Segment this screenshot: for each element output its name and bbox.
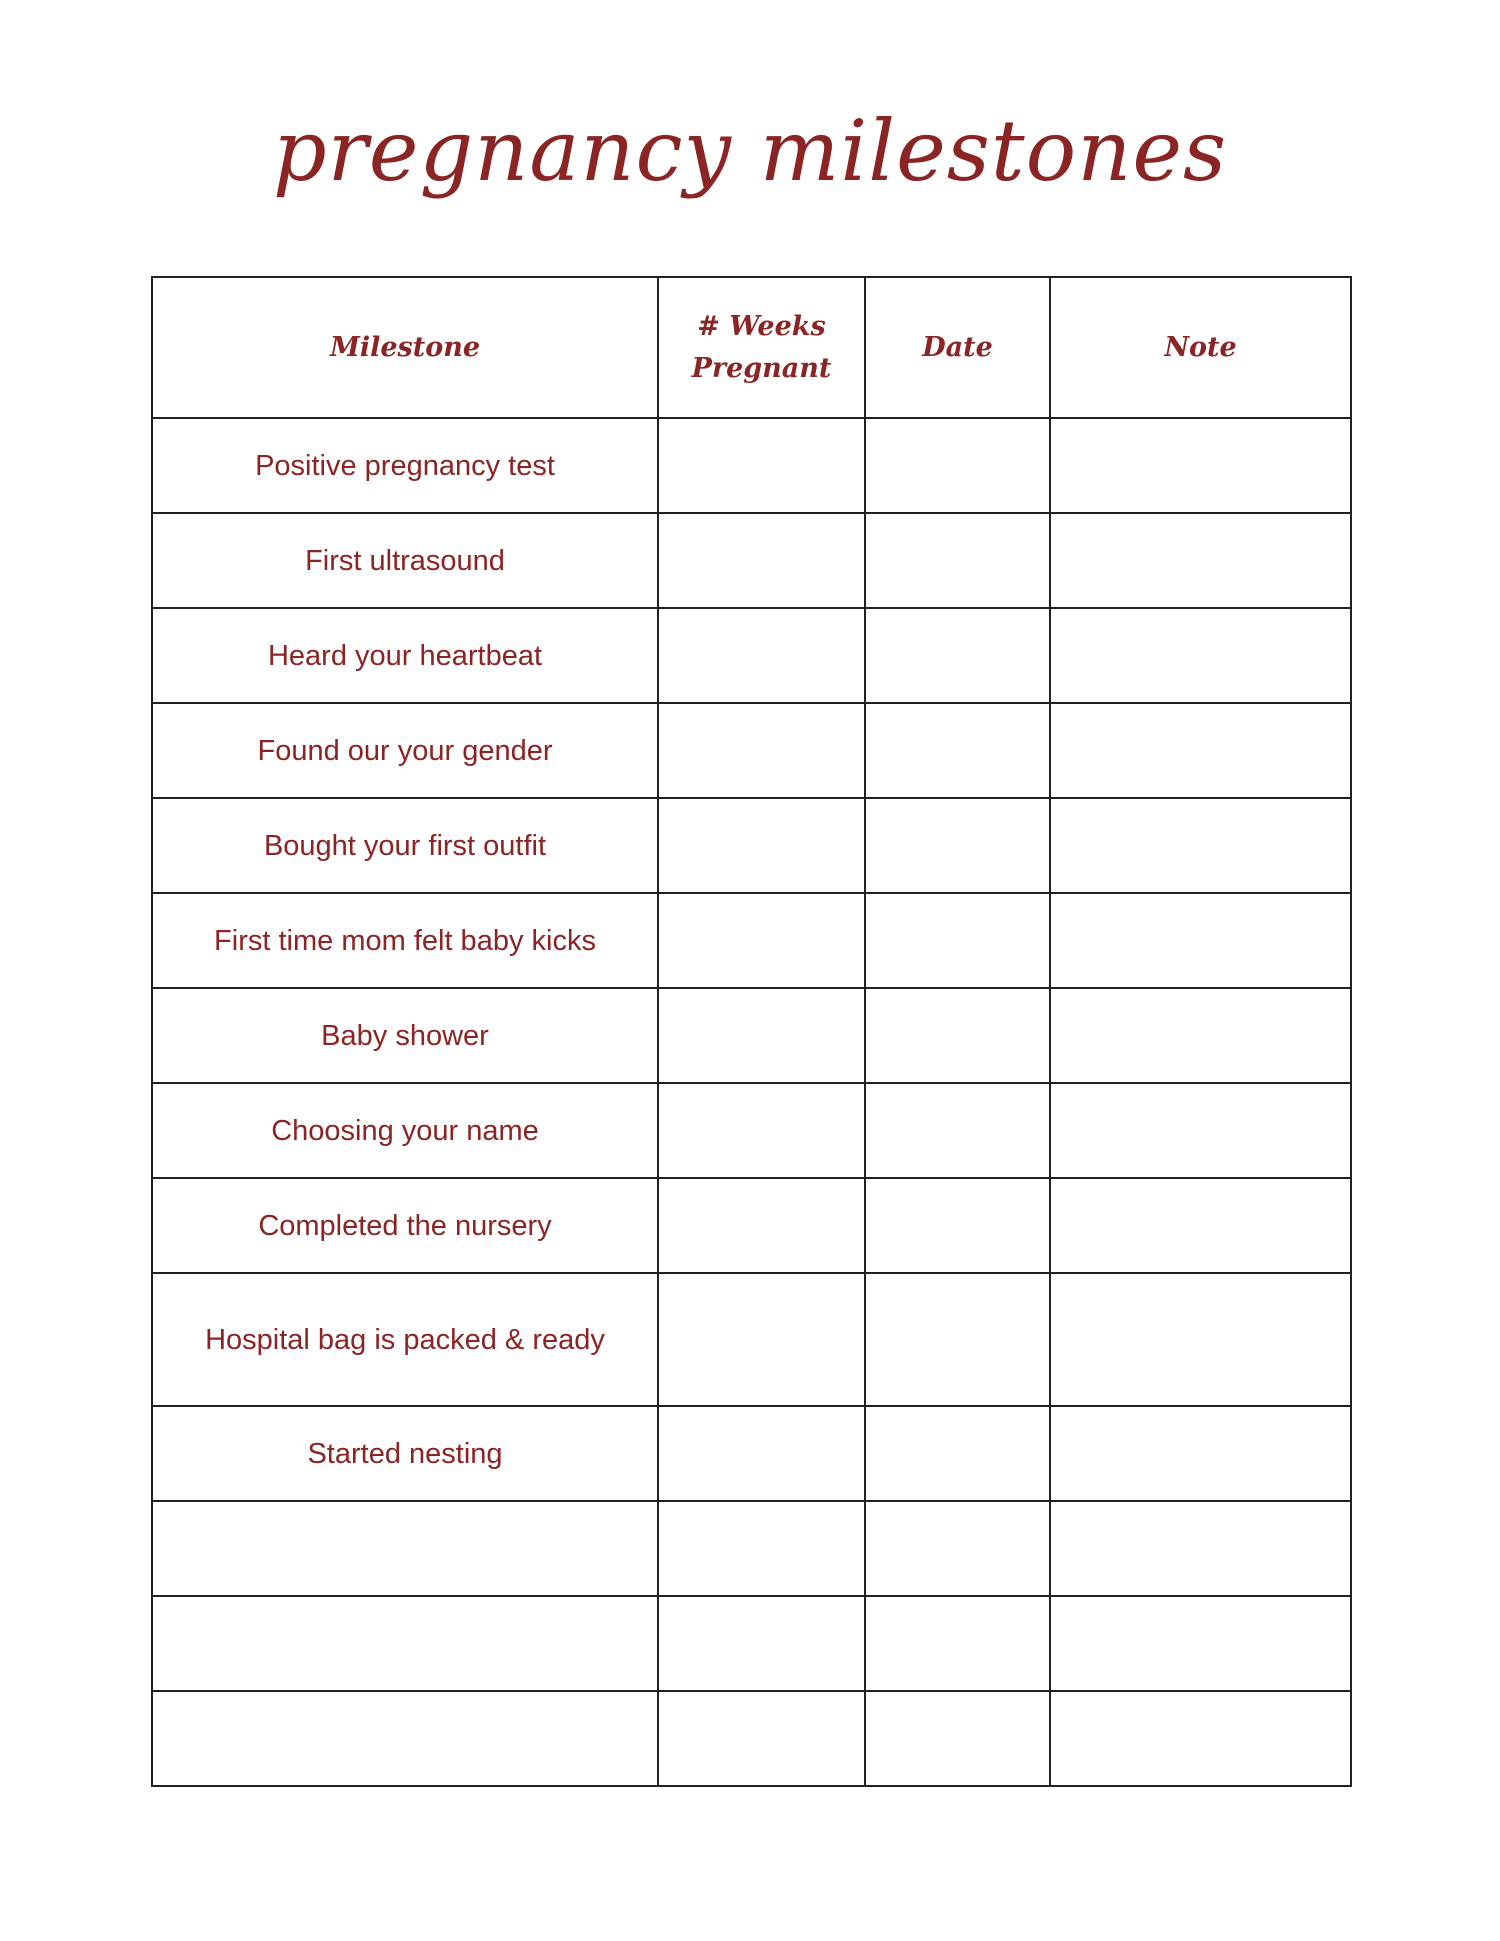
weeks-cell[interactable]: [658, 1083, 865, 1178]
milestone-cell[interactable]: [152, 1691, 658, 1786]
date-cell[interactable]: [865, 1406, 1050, 1501]
table-row: [152, 1596, 1351, 1691]
date-cell[interactable]: [865, 608, 1050, 703]
weeks-cell[interactable]: [658, 893, 865, 988]
table-row: [152, 513, 1351, 608]
milestone-cell: [152, 703, 658, 798]
note-cell[interactable]: [1050, 608, 1351, 703]
table-row: [152, 1083, 1351, 1178]
note-cell[interactable]: [1050, 1501, 1351, 1596]
date-cell[interactable]: [865, 513, 1050, 608]
header-weeks-pregnant: [658, 277, 865, 418]
weeks-cell[interactable]: [658, 1691, 865, 1786]
milestone-text: Positive pregnancy test: [255, 449, 555, 482]
note-cell[interactable]: [1050, 1691, 1351, 1786]
milestone-cell: [152, 608, 658, 703]
table-row: [152, 893, 1351, 988]
milestone-text: Heard your heartbeat: [267, 639, 543, 672]
milestone-table: [151, 276, 1352, 1787]
note-cell[interactable]: [1050, 1273, 1351, 1406]
note-cell[interactable]: [1050, 703, 1351, 798]
date-cell[interactable]: [865, 1178, 1050, 1273]
table-row: [152, 1406, 1351, 1501]
weeks-cell[interactable]: [658, 703, 865, 798]
milestone-cell: [152, 798, 658, 893]
note-cell[interactable]: [1050, 988, 1351, 1083]
date-cell[interactable]: [865, 703, 1050, 798]
note-cell[interactable]: [1050, 418, 1351, 513]
header-weeks-line1: # Weeks: [697, 310, 826, 342]
table-row: [152, 798, 1351, 893]
page-title: pregnancy milestones: [272, 102, 1228, 200]
note-cell[interactable]: [1050, 1406, 1351, 1501]
weeks-cell[interactable]: [658, 608, 865, 703]
milestone-text: First time mom felt baby kicks: [214, 924, 596, 957]
date-cell[interactable]: [865, 1501, 1050, 1596]
milestone-cell: [152, 893, 658, 988]
note-cell[interactable]: [1050, 893, 1351, 988]
date-cell[interactable]: [865, 893, 1050, 988]
weeks-cell[interactable]: [658, 1501, 865, 1596]
table-header-row: [152, 277, 1351, 418]
milestone-text: Baby shower: [321, 1019, 489, 1052]
table-row: [152, 988, 1351, 1083]
milestone-text: Completed the nursery: [258, 1209, 552, 1242]
table-row: [152, 1273, 1351, 1406]
note-cell[interactable]: [1050, 513, 1351, 608]
note-cell[interactable]: [1050, 1178, 1351, 1273]
date-cell[interactable]: [865, 418, 1050, 513]
milestone-cell: [152, 1083, 658, 1178]
header-date-label: Date: [922, 331, 993, 363]
milestone-text: Choosing your name: [271, 1114, 539, 1147]
weeks-cell[interactable]: [658, 513, 865, 608]
date-cell[interactable]: [865, 988, 1050, 1083]
milestone-cell: [152, 1273, 658, 1406]
weeks-cell[interactable]: [658, 1596, 865, 1691]
milestone-text: Started nesting: [307, 1437, 503, 1470]
table-row: [152, 1691, 1351, 1786]
milestone-cell: [152, 1406, 658, 1501]
milestone-cell: [152, 1178, 658, 1273]
milestone-text: Hospital bag is packed & ready: [205, 1323, 605, 1356]
header-weeks-line2: Pregnant: [691, 352, 832, 384]
header-note-label: Note: [1164, 331, 1237, 363]
weeks-cell[interactable]: [658, 1406, 865, 1501]
weeks-cell[interactable]: [658, 988, 865, 1083]
table-row: [152, 1501, 1351, 1596]
header-milestone: [152, 277, 658, 418]
milestone-text: First ultrasound: [305, 544, 505, 577]
date-cell[interactable]: [865, 1596, 1050, 1691]
milestone-cell: [152, 988, 658, 1083]
milestone-text: Bought your first outfit: [263, 829, 547, 862]
date-cell[interactable]: [865, 1083, 1050, 1178]
milestone-cell: [152, 513, 658, 608]
milestone-cell: [152, 418, 658, 513]
date-cell[interactable]: [865, 1691, 1050, 1786]
milestone-text: Found our your gender: [257, 734, 553, 767]
weeks-cell[interactable]: [658, 798, 865, 893]
table-row: [152, 418, 1351, 513]
table-row: [152, 608, 1351, 703]
header-date: [865, 277, 1050, 418]
weeks-cell[interactable]: [658, 1178, 865, 1273]
header-note: [1050, 277, 1351, 418]
weeks-cell[interactable]: [658, 1273, 865, 1406]
milestone-cell[interactable]: [152, 1501, 658, 1596]
milestone-cell[interactable]: [152, 1596, 658, 1691]
header-milestone-label: Milestone: [329, 331, 481, 363]
note-cell[interactable]: [1050, 1083, 1351, 1178]
date-cell[interactable]: [865, 1273, 1050, 1406]
table-row: [152, 703, 1351, 798]
note-cell[interactable]: [1050, 1596, 1351, 1691]
table-row: [152, 1178, 1351, 1273]
weeks-cell[interactable]: [658, 418, 865, 513]
date-cell[interactable]: [865, 798, 1050, 893]
note-cell[interactable]: [1050, 798, 1351, 893]
